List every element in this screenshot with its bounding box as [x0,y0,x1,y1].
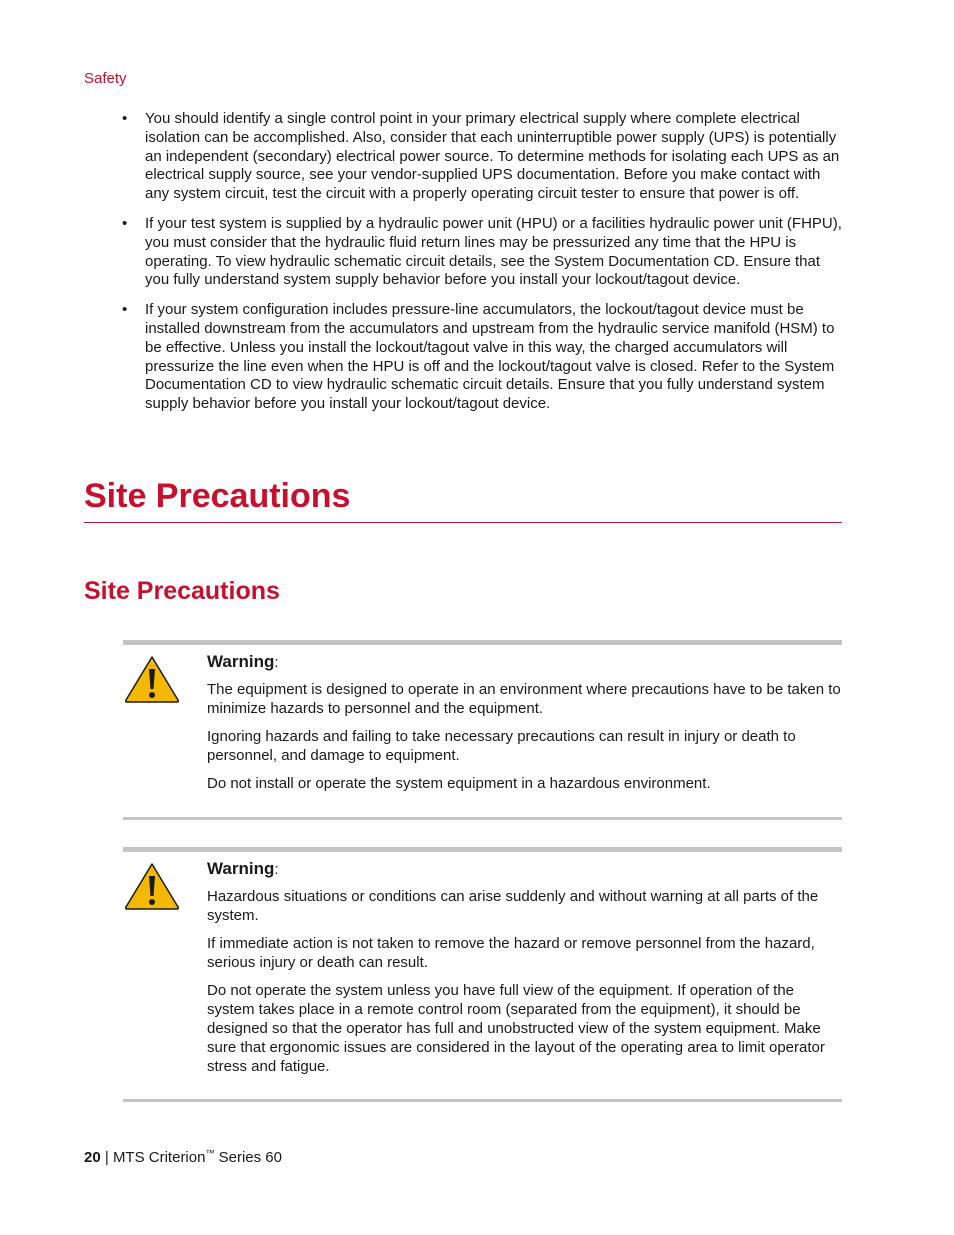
footer-product: MTS Criterion [112,1149,206,1166]
warning-title [207,652,843,672]
bullet-item [84,215,844,290]
bullet-marker: • [122,110,128,127]
bullet-text: You should identify a single control point in your primary electrical supply where complete electrical isolation can be accomplished. Also, consider that each uninterruptible power supply (UPS) is potentially an independent (secondary) electrical power source. To determine methods for isolating each UPS as an electrical supply source, see your vendor-supplied UPS documentation. Before you make contact with any system circuit, test the circuit with a properly operating circuit tester to ensure that power is off. [145,110,840,203]
bullet-item [84,110,844,204]
footer-series: Series 60 [218,1149,282,1166]
warning-paragraph: If immediate action is not taken to remove the hazard or remove personnel from the hazard, serious injury or death can result. [207,935,815,971]
bullet-marker: • [122,301,128,319]
footer-separator: | [104,1149,109,1166]
warning-title-text: Warning [207,859,275,878]
warning-body [207,859,843,1085]
warning-paragraph: Do not install or operate the system equipment in a hazardous environment. [207,775,711,792]
warning-triangle-icon [123,861,181,911]
warning-title-colon: : [274,654,279,671]
warning-paragraph: Hazardous situations or conditions can arise suddenly and without warning at all parts of the system. [207,888,819,924]
bullet-text: If your test system is supplied by a hydraulic power unit (HPU) or a facilities hydraulic power unit (FHPU), you must consider that the hydraulic fluid return lines may be pressurized any time that the HPU is operating. To view hydraulic schematic circuit details, see the System Documentation CD. Ensure that you fully understand system supply behavior before you install your lockout/tagout device. [145,214,842,289]
bullet-list [84,110,844,425]
warning-title [207,859,843,879]
warning-top-rule [123,640,842,645]
warning-top-rule [123,847,842,852]
trademark-symbol: ™ [205,1148,215,1158]
section-heading: Site Precautions [84,577,280,605]
bullet-text: If your system configuration includes pressure-line accumulators, the lockout/tagout device must be installed downstream from the accumulators and upstream from the hydraulic service manifold (HSM) to be effective. Unless you install the lockout/tagout valve in this way, the charged accumulators will pressurize the line even when the HPU is off and the lockout/tagout valve is closed. Refer to the System Documentation CD to view hydraulic schematic circuit details. Ensure that you fully understand system supply behavior before you install your lockout/tagout device. [145,301,835,413]
section-breadcrumb-link[interactable]: Safety [84,70,127,87]
page-footer [84,1148,282,1166]
warning-box [123,640,842,822]
bullet-marker: • [122,214,128,232]
warning-paragraph: Ignoring hazards and failing to take necessary precautions can result in injury or death to personnel, and damage to equipment. [207,728,796,764]
bullet-item [84,301,844,414]
warning-title-text: Warning [207,652,275,671]
chapter-heading: Site Precautions [84,477,351,515]
warning-paragraph: Do not operate the system unless you have full view of the equipment. If operation of the system takes place in a remote control room (separated from the equipment), it should be designed so that the operator has full and unobstructed view of the system equipment. Make sure that ergonomic issues are considered in the layout of the operating area to limit operator stress and fatigue. [207,982,825,1075]
warning-box [123,847,842,1105]
warning-title-colon: : [274,861,279,878]
warning-triangle-icon [123,654,181,704]
heading-divider [84,522,842,523]
warning-bottom-rule [123,1099,842,1102]
warning-bottom-rule [123,817,842,820]
page-number: 20 [84,1149,101,1166]
warning-paragraph: The equipment is designed to operate in an environment where precautions have to be taken to minimize hazards to personnel and the equipment. [207,681,841,717]
warning-body [207,652,843,802]
